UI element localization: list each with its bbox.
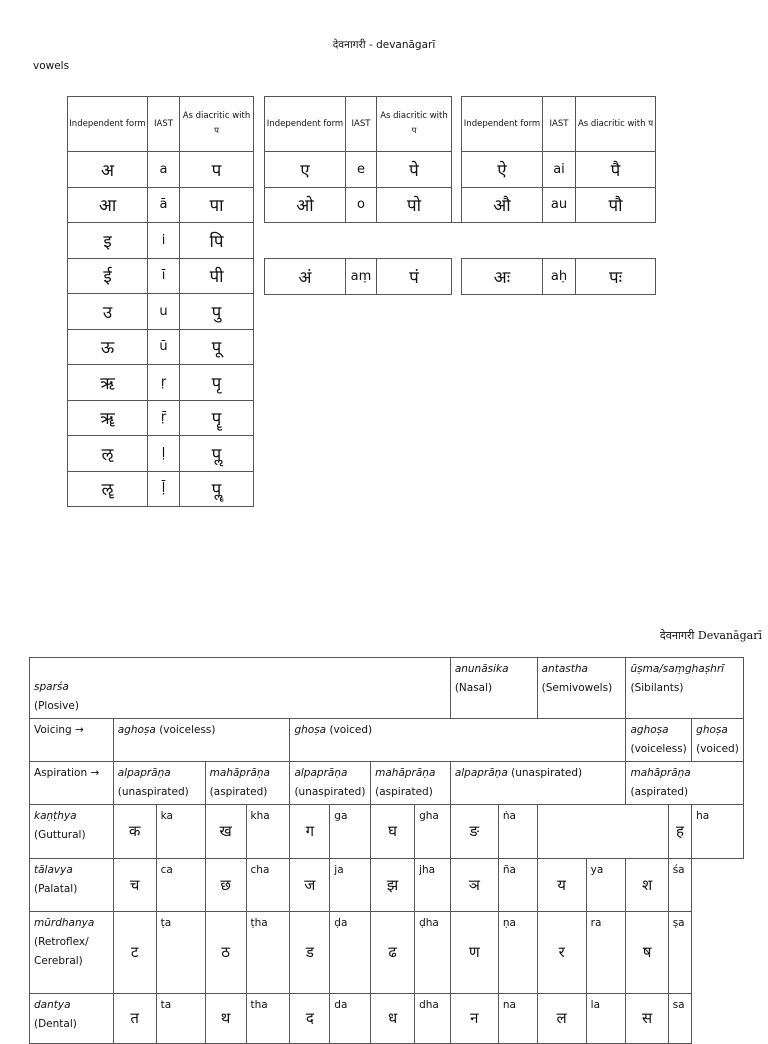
consonant-tta: ट [113,912,156,994]
header-independent: Independent form [462,97,543,152]
vowel-ai-diacritic: पै [576,152,656,188]
consonant-ya: य [537,859,586,912]
consonant-na: न [450,994,498,1044]
mahaprana-term: mahāprāṇa [209,767,270,779]
vowel-ai-iast: ai [543,152,576,188]
vowel-table-3 [461,96,656,223]
consonant-ja-iast: ja [330,859,371,912]
consonant-nya-iast: ña [498,859,537,912]
aspirated-label: (aspirated) [375,786,433,798]
consonant-nna-iast: ṇa [498,912,537,994]
consonant-nga-iast: ṅa [498,805,537,859]
vowel-row [68,329,254,365]
alpaprana-term: alpaprāṇa [454,767,508,779]
consonant-nga: ङ [450,805,498,859]
vowel-iast: u [148,294,180,330]
aspiration-label: Aspiration → [30,762,114,805]
consonant-cha-iast: cha [246,859,290,912]
consonant-ssa: ष [626,912,668,994]
vowel-independent: ई [68,258,148,294]
vowel-diacritic: पी [180,258,254,294]
vowel-row [68,400,254,436]
alpaprana-term: alpaprāṇa [294,767,348,779]
consonant-cha: छ [205,859,246,912]
consonant-ssa-iast: ṣa [668,912,691,994]
vowel-iast: ū [148,329,180,365]
vowel-ah-iast: aḥ [543,259,576,295]
header-diacritic: As diacritic with प [180,97,254,152]
nasal-label: (Nasal) [454,682,493,694]
unaspirated-label: (unaspirated) [294,786,366,798]
header-independent: Independent form [68,97,148,152]
vowel-diacritic: पृ [180,365,254,401]
consonant-la: ल [537,994,586,1044]
consonant-ha: ह [668,805,691,859]
vowel-independent: उ [68,294,148,330]
consonant-ha-iast: ha [692,805,744,859]
unaspirated-label: (unaspirated) [117,786,189,798]
consonant-ta: त [113,994,156,1044]
vowel-diacritic: पॄ [180,400,254,436]
place-term: tālavya [34,864,73,876]
vowel-row [68,471,254,507]
place-term: mūrdhanya [34,917,95,929]
consonant-ttha-iast: ṭha [246,912,290,994]
vowel-row [68,436,254,472]
vowel-diacritic: प [180,152,254,188]
consonant-tha-iast: tha [246,994,290,1044]
vowel-row [68,152,254,188]
vowel-au-iast: au [543,187,576,223]
vowel-table-1 [67,96,254,507]
vowel-row [68,294,254,330]
consonant-sha: श [626,859,668,912]
consonant-ka-iast: ka [156,805,205,859]
consonant-kha: ख [205,805,246,859]
vowel-e-diacritic: पे [377,152,452,188]
usma-term: ūṣma/saṃghaṣhrī [630,663,725,675]
vowel-iast: ṝ [148,400,180,436]
aspiration-mahaprana-voiced [371,762,451,805]
vowel-ah-diacritic: पः [576,259,656,295]
vowel-table-visarga [461,258,656,295]
vowel-iast: ī [148,258,180,294]
voicing-aghosa [113,719,290,762]
vowel-au-diacritic: पौ [576,187,656,223]
place-english: (Palatal) [34,883,78,895]
vowel-o-iast: o [346,187,377,223]
mahaprana-term: mahāprāṇa [375,767,436,779]
row-label-dental [30,994,114,1044]
consonant-na-iast: na [498,994,537,1044]
row-label-retroflex [30,912,114,994]
consonant-sa: स [626,994,668,1044]
vowel-o-independent: ओ [265,187,346,223]
place-english: (Dental) [34,1018,77,1030]
vowel-iast: ṛ [148,365,180,401]
voicing-aghosa-sibilant [626,719,692,762]
header-independent: Independent form [265,97,346,152]
vowel-independent: ॠ [68,400,148,436]
place-english-2: Cerebral) [34,955,83,967]
vowel-ah-independent: अः [462,259,543,295]
usma-header [626,658,744,719]
empty-cell [537,805,668,859]
consonant-ca-iast: ca [156,859,205,912]
vowel-row [68,258,254,294]
mahaprana-term: mahāprāṇa [630,767,691,779]
consonant-gha: घ [371,805,415,859]
row-label-guttural [30,805,114,859]
aspirated-label: (aspirated) [630,786,689,798]
anunasika-header [450,658,537,719]
semivowels-label: (Semivowels) [541,682,613,694]
vowel-iast: ḷ [148,436,180,472]
antastha-header [537,658,626,719]
vowel-independent: ऊ [68,329,148,365]
consonant-kha-iast: kha [246,805,290,859]
ghosa-term: ghoṣa [696,724,728,736]
header-iast: IAST [148,97,180,152]
consonant-ddha-iast: ḍha [415,912,451,994]
sibilants-label: (Sibilants) [630,682,684,694]
vowel-diacritic: पॣ [180,471,254,507]
consonant-gha-iast: gha [415,805,451,859]
vowel-table-anusvara [264,258,452,295]
row-label-palatal [30,859,114,912]
voiceless-label: (voiceless) [159,724,216,736]
consonant-ttha: ठ [205,912,246,994]
voicing-label: Voicing → [30,719,114,762]
vowel-table-spacer [264,222,655,223]
vowels-page-title: देवनागरी - devanāgarī [332,39,436,51]
consonant-dda-iast: ḍa [330,912,371,994]
consonant-ja: ज [290,859,330,912]
alpaprana-term: alpaprāṇa [117,767,171,779]
header-iast: IAST [346,97,377,152]
vowel-e-independent: ए [265,152,346,188]
consonant-ya-iast: ya [586,859,626,912]
place-english: (Guttural) [34,829,86,841]
aspiration-alpaprana [113,762,205,805]
voicing-ghosa [290,719,626,762]
anunasika-term: anunāsika [454,663,509,675]
consonant-nya: ञ [450,859,498,912]
vowel-iast: a [148,152,180,188]
consonant-jha: झ [371,859,415,912]
vowel-independent: ऋ [68,365,148,401]
aspirated-label: (aspirated) [209,786,268,798]
place-term: dantya [34,999,71,1011]
empty-cell [692,859,744,1044]
consonant-tta-iast: ṭa [156,912,205,994]
aghosa-term: aghoṣa [630,724,669,736]
sparsha-term: sparśa [34,681,69,693]
voiced-label: (voiced) [329,724,373,736]
voicing-ghosa-sibilant [692,719,744,762]
aspiration-mahaprana [205,762,290,805]
vowel-independent: आ [68,187,148,223]
consonant-ra-iast: ra [586,912,626,994]
consonant-da-iast: da [330,994,371,1044]
vowel-diacritic: पि [180,223,254,259]
vowel-table-2 [264,96,452,223]
vowel-am-independent: अं [265,259,346,295]
consonant-nna: ण [450,912,498,994]
consonant-da: द [290,994,330,1044]
consonant-sa-iast: sa [668,994,691,1044]
vowel-iast: i [148,223,180,259]
vowel-iast: ā [148,187,180,223]
header-diacritic: As diacritic with प [576,97,656,152]
aghosa-term: aghoṣa [117,724,156,736]
ghosa-term: ghoṣa [294,724,327,736]
consonant-ga: ग [290,805,330,859]
consonant-dha: ध [371,994,415,1044]
vowel-diacritic: पा [180,187,254,223]
vowel-o-diacritic: पो [377,187,452,223]
vowel-am-diacritic: पं [377,259,452,295]
vowels-label: vowels [33,60,70,72]
plosive-label: (Plosive) [34,700,79,712]
place-english: (Retroflex/ [34,936,89,948]
voiced-label: (voiced) [696,743,739,755]
vowel-diacritic: पु [180,294,254,330]
antastha-term: antastha [541,663,588,675]
header-diacritic: As diacritic with प [377,97,452,152]
vowel-au-independent: औ [462,187,543,223]
consonant-ga-iast: ga [330,805,371,859]
vowel-row [68,365,254,401]
vowel-ai-independent: ऐ [462,152,543,188]
consonants-page-title: देवनागरी Devanāgarī [659,629,762,642]
unaspirated-label: (unaspirated) [511,767,583,779]
vowel-e-iast: e [346,152,377,188]
consonant-dda: ड [290,912,330,994]
consonant-ra: र [537,912,586,994]
consonant-dha-iast: dha [415,994,451,1044]
consonant-table [29,657,744,1044]
consonant-sha-iast: śa [668,859,691,912]
place-term: kaṇṭhya [34,810,77,822]
aspiration-mahaprana-aspirated [626,762,744,805]
sparsha-header [30,658,451,719]
vowel-diacritic: पॢ [180,436,254,472]
consonant-ddha: ढ [371,912,415,994]
consonant-tha: थ [205,994,246,1044]
header-iast: IAST [543,97,576,152]
vowel-independent: ऌ [68,436,148,472]
vowel-independent: अ [68,152,148,188]
vowel-independent: इ [68,223,148,259]
vowel-row [68,187,254,223]
vowel-iast: ḹ [148,471,180,507]
vowel-independent: ॡ [68,471,148,507]
consonant-la-iast: la [586,994,626,1044]
aspiration-alpaprana-voiced [290,762,371,805]
voiceless-label: (voiceless) [630,743,687,755]
vowel-am-iast: aṃ [346,259,377,295]
consonant-jha-iast: jha [415,859,451,912]
aspiration-alpaprana-unaspirated [450,762,626,805]
consonant-ka: क [113,805,156,859]
vowel-diacritic: पू [180,329,254,365]
consonant-ca: च [113,859,156,912]
vowel-row [68,223,254,259]
consonant-ta-iast: ta [156,994,205,1044]
